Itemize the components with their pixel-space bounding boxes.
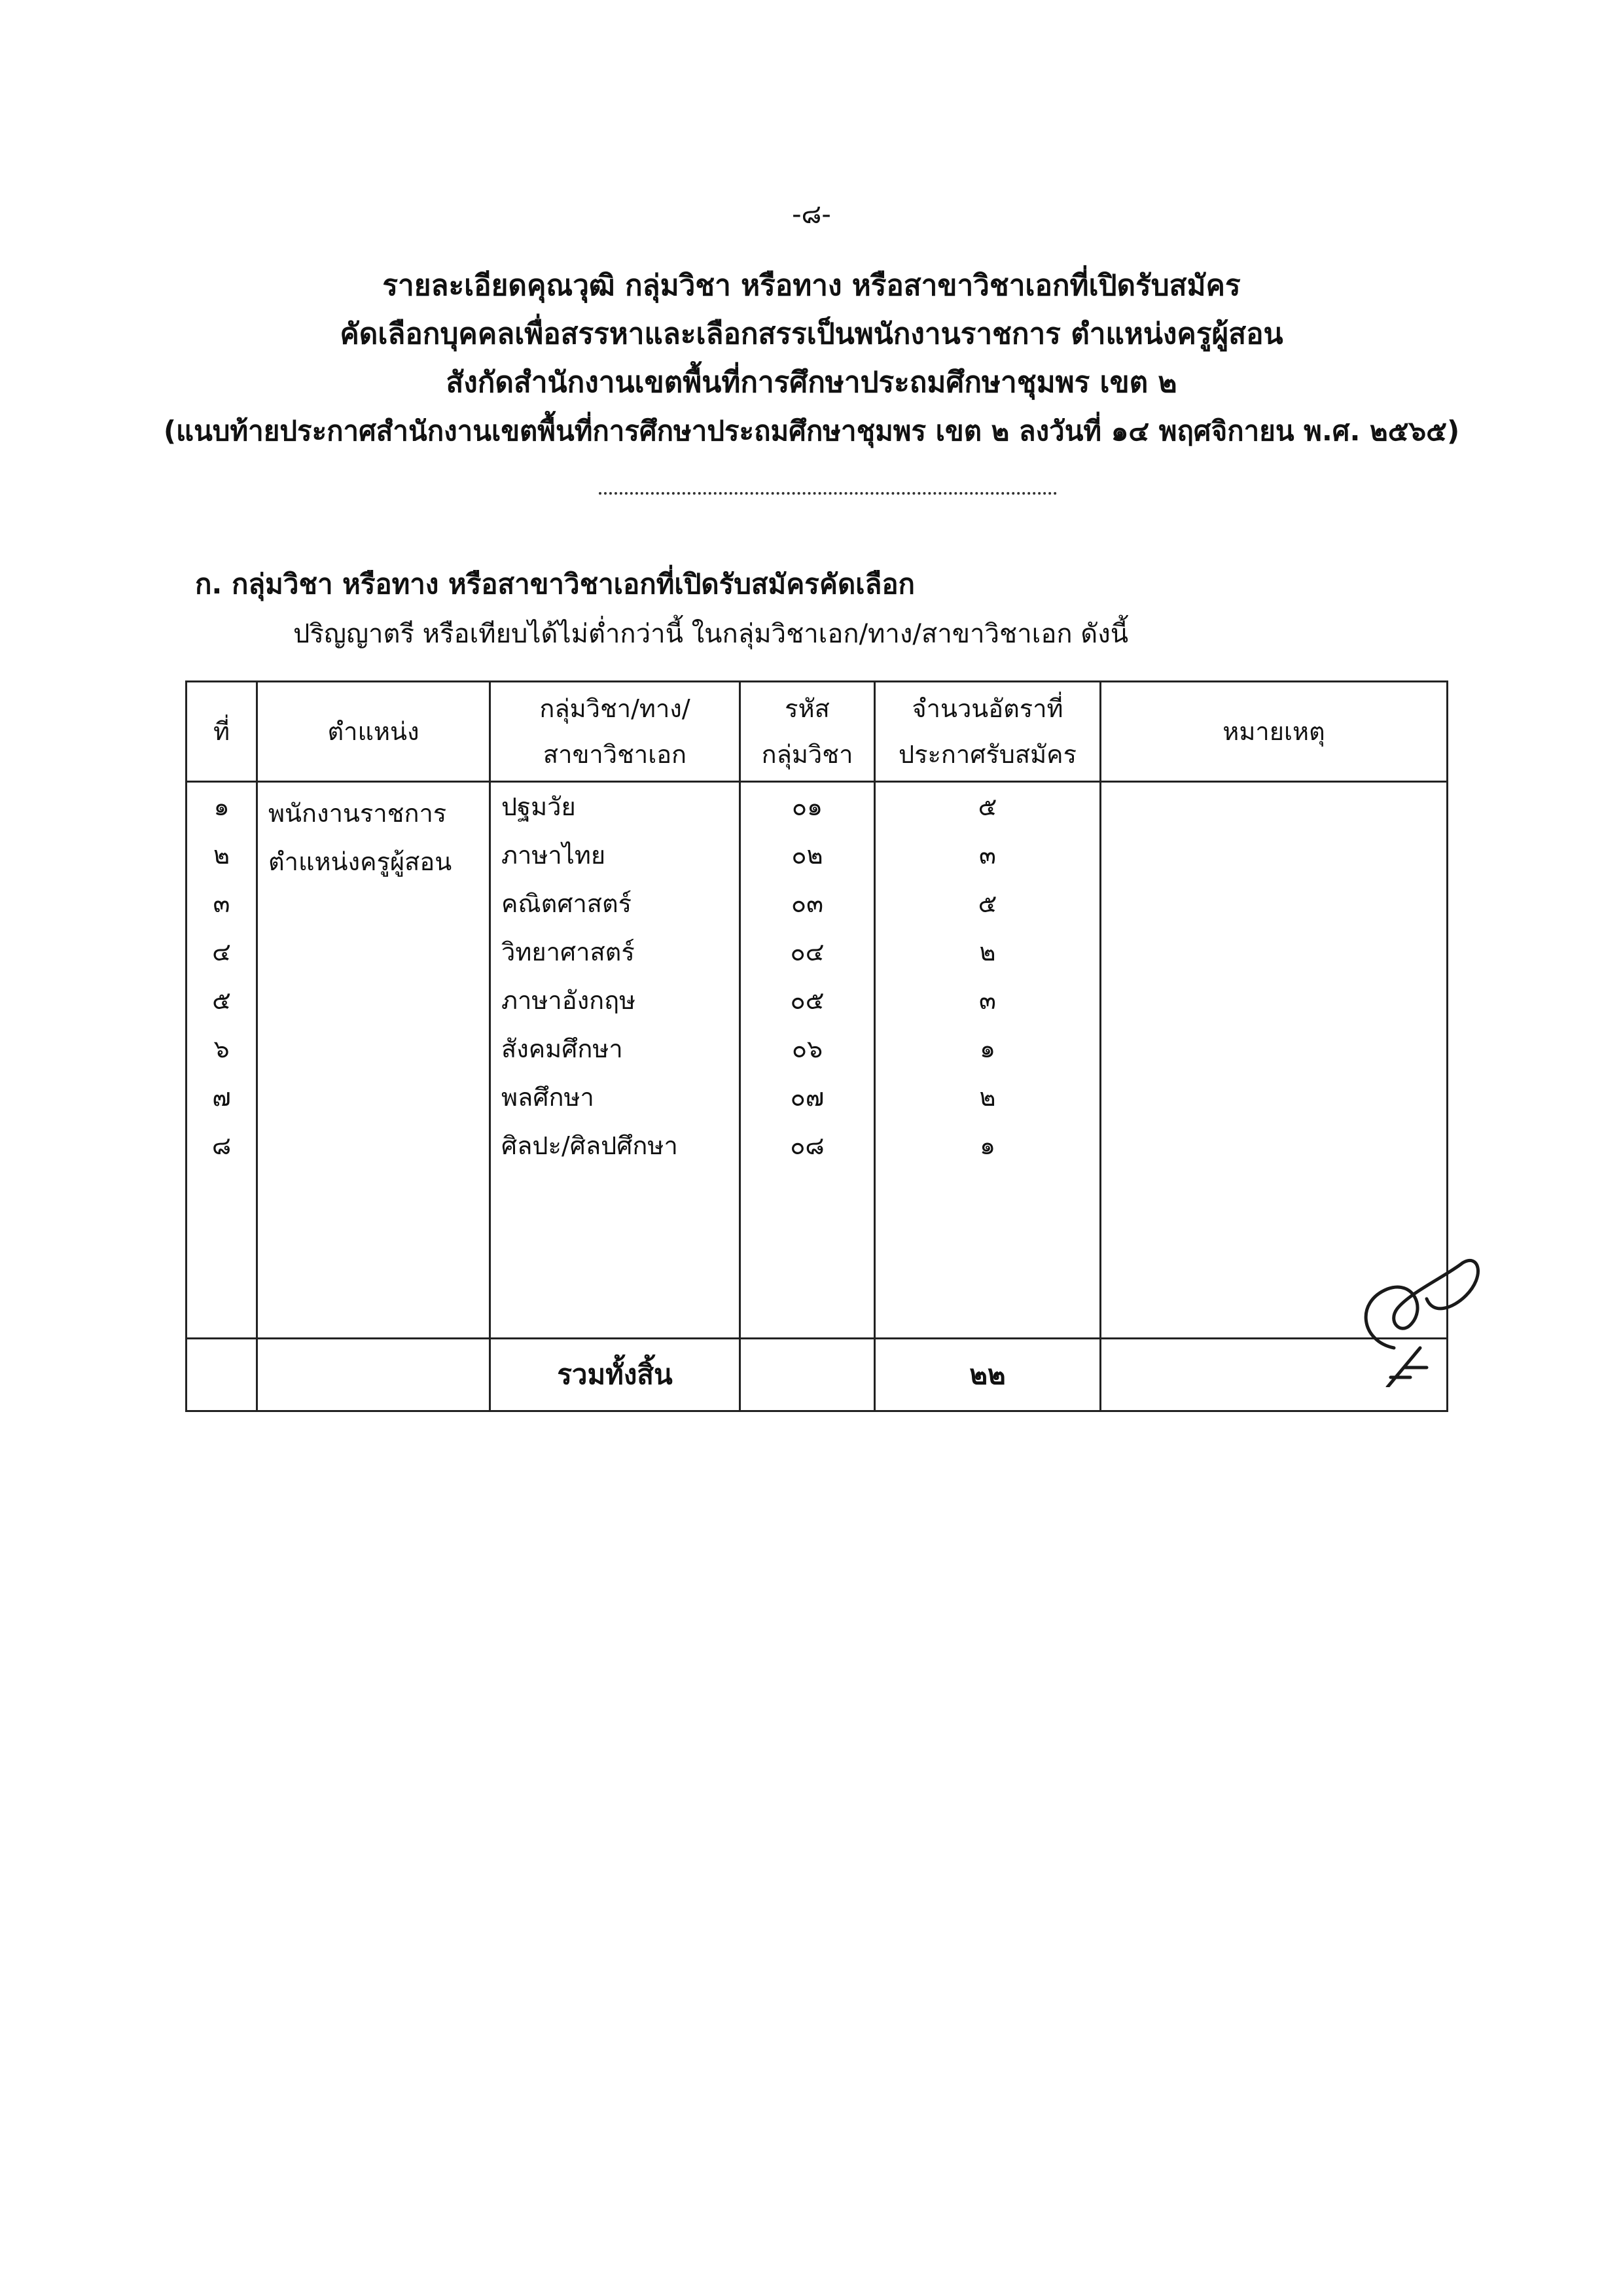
note-cell [1101, 782, 1448, 1171]
row-code: ๐๓ [740, 879, 875, 928]
title-line-2: คัดเลือกบุคคลเพื่อสรรหาและเลือกสรรเป็นพนักงานราชการ ตำแหน่งครูผู้สอน [340, 317, 1283, 351]
table-row [187, 782, 1448, 832]
section-heading: ก. กลุ่มวิชา หรือทาง หรือสาขาวิชาเอกที่เปิดรับสมัครคัดเลือก [195, 568, 915, 600]
title-line-1: รายละเอียดคุณวุฒิ กลุ่มวิชา หรือทาง หรือสาขาวิชาเอกที่เปิดรับสมัคร [382, 269, 1241, 302]
section-subtext: ปริญญาตรี หรือเทียบได้ไม่ต่ำกว่านี้ ในกลุ่มวิชาเอก/ทาง/สาขาวิชาเอก ดังนี้ [293, 619, 1129, 649]
header-count-line1: จำนวนอัตราที่ [912, 694, 1063, 723]
page-number: -๘- [792, 200, 831, 230]
row-count: ๑ [875, 1025, 1101, 1073]
table-header-row [187, 682, 1448, 782]
row-code: ๐๘ [740, 1122, 875, 1170]
total-value: ๒๒ [875, 1339, 1101, 1411]
quota-table [185, 680, 1448, 1412]
row-code: ๐๔ [740, 928, 875, 976]
dotted-separator [599, 492, 1057, 495]
row-subject: พลศึกษา [490, 1073, 740, 1122]
title-line-4: (แนบท้ายประกาศสำนักงานเขตพื้นที่การศึกษาประถมศึกษาชุมพร เขต ๒ ลงวันที่ ๑๔ พฤศจิกายน พ.ศ. ๒๕๖๕) [163, 415, 1460, 447]
total-row [187, 1339, 1448, 1411]
header-no: ที่ [187, 682, 257, 782]
header-note: หมายเหตุ [1101, 682, 1448, 782]
row-no: ๖ [187, 1025, 257, 1073]
row-subject: วิทยาศาสตร์ [490, 928, 740, 976]
row-no: ๘ [187, 1122, 257, 1170]
header-count-line2: ประกาศรับสมัคร [898, 740, 1077, 769]
header-code [740, 682, 875, 782]
row-count: ๕ [875, 879, 1101, 928]
row-no: ๓ [187, 879, 257, 928]
header-subject-line2: สาขาวิชาเอก [543, 740, 687, 769]
row-code: ๐๖ [740, 1025, 875, 1073]
row-subject: ภาษาอังกฤษ [490, 976, 740, 1025]
document-title [0, 262, 1623, 455]
row-subject: ภาษาไทย [490, 831, 740, 879]
row-count: ๑ [875, 1122, 1101, 1170]
row-count: ๕ [875, 782, 1101, 832]
header-position: ตำแหน่ง [257, 682, 490, 782]
row-code: ๐๒ [740, 831, 875, 879]
total-label: รวมทั้งสิ้น [490, 1339, 740, 1411]
row-code: ๐๗ [740, 1073, 875, 1122]
row-subject: ปฐมวัย [490, 782, 740, 832]
header-subject-line1: กลุ่มวิชา/ทาง/ [539, 694, 690, 723]
header-subject [490, 682, 740, 782]
row-count: ๒ [875, 1073, 1101, 1122]
row-code: ๐๕ [740, 976, 875, 1025]
position-line1: พนักงานราชการ [268, 799, 447, 828]
row-no: ๒ [187, 831, 257, 879]
row-no: ๔ [187, 928, 257, 976]
position-cell [257, 782, 490, 1171]
row-subject: คณิตศาสตร์ [490, 879, 740, 928]
row-count: ๒ [875, 928, 1101, 976]
header-code-line1: รหัส [785, 694, 830, 723]
row-no: ๑ [187, 782, 257, 832]
title-line-3: สังกัดสำนักงานเขตพื้นที่การศึกษาประถมศึกษาชุมพร เขต ๒ [446, 366, 1177, 399]
row-count: ๓ [875, 976, 1101, 1025]
row-no: ๗ [187, 1073, 257, 1122]
row-subject: สังคมศึกษา [490, 1025, 740, 1073]
row-code: ๐๑ [740, 782, 875, 832]
row-count: ๓ [875, 831, 1101, 879]
header-count [875, 682, 1101, 782]
row-no: ๕ [187, 976, 257, 1025]
header-code-line2: กลุ่มวิชา [761, 740, 853, 769]
table-spacer-row [187, 1170, 1448, 1339]
row-subject: ศิลปะ/ศิลปศึกษา [490, 1122, 740, 1170]
signature-mark [1348, 1237, 1492, 1387]
position-line2: ตำแหน่งครูผู้สอน [268, 847, 452, 876]
